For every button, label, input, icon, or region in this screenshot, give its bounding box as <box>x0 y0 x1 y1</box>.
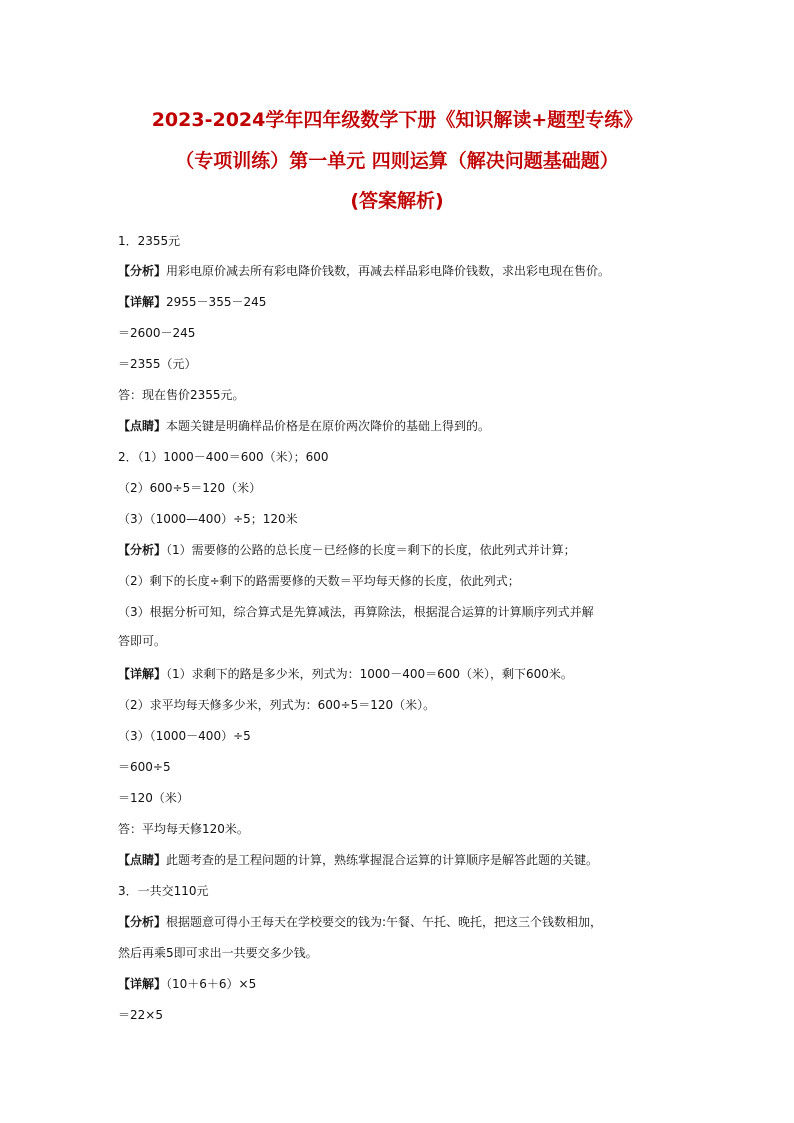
q1-reply: 答：现在售价2355元。 <box>118 388 245 402</box>
title-line-3: (答案解析) <box>350 190 444 212</box>
q2-answer-3: （3）（1000—400）÷5；120米 <box>118 512 298 526</box>
q2-reply: 答：平均每天修120米。 <box>118 822 249 836</box>
q2-step-1: ＝600÷5 <box>118 760 171 774</box>
q1-step-2: ＝2355（元） <box>118 357 197 371</box>
q3-analysis-2: 然后再乘5即可求出一共要交多少钱。 <box>118 946 318 960</box>
q1-comment-text: 本题关键是明确样品价格是在原价两次降价的基础上得到的。 <box>166 419 491 433</box>
comment-tag: 【点睛】 <box>118 853 167 867</box>
title-line-1: 2023-2024学年四年级数学下册《知识解读+题型专练》 <box>151 109 643 131</box>
q1-answer: 1．2355元 <box>118 234 181 248</box>
q1-detail-text: 2955－355－245 <box>166 295 267 309</box>
analysis-tag: 【分析】 <box>118 915 167 929</box>
comment-tag: 【点睛】 <box>118 419 167 433</box>
q2-detail-1-text: （1）求剩下的路是多少米，列式为：1000－400＝600（米），剩下600米。 <box>166 667 573 681</box>
analysis-tag: 【分析】 <box>118 264 167 278</box>
q3-answer: 3．一共交110元 <box>118 884 209 898</box>
q2-step-2: ＝120（米） <box>118 791 189 805</box>
q1-analysis-text: 用彩电原价减去所有彩电降价钱数，再减去样品彩电降价钱数，求出彩电现在售价。 <box>166 264 611 278</box>
detail-tag: 【详解】 <box>118 977 167 991</box>
analysis-tag: 【分析】 <box>118 543 167 557</box>
q2-analysis-3a: （3）根据分析可知，综合算式是先算减法，再算除法，根据混合运算的计算顺序列式并解 <box>118 605 594 619</box>
q1-comment <box>118 417 698 435</box>
q2-detail-1 <box>118 665 698 683</box>
q3-step-1: ＝22×5 <box>118 1008 163 1022</box>
q2-comment <box>118 851 698 869</box>
q3-analysis-1 <box>118 913 698 931</box>
q2-answer-1: 2．（1）1000－400＝600（米）；600 <box>118 450 329 464</box>
q2-detail-3: （3）（1000－400）÷5 <box>118 729 251 743</box>
q2-analysis-3b: 答即可。 <box>118 634 167 648</box>
q2-analysis-2: （2）剩下的长度÷剩下的路需要修的天数＝平均每天修的长度，依此列式； <box>118 574 520 588</box>
q2-analysis-1 <box>118 541 698 559</box>
q1-step-1: ＝2600－245 <box>118 326 196 340</box>
q2-answer-2: （2）600÷5＝120（米） <box>118 481 262 495</box>
q1-analysis <box>118 262 698 280</box>
detail-tag: 【详解】 <box>118 667 167 681</box>
q3-analysis-1-text: 根据题意可得小王每天在学校要交的钱为:午餐、午托、晚托，把这三个钱数相加， <box>166 915 603 929</box>
title-line-2: （专项训练）第一单元 四则运算（解决问题基础题） <box>175 150 619 172</box>
q2-analysis-1-text: （1）需要修的公路的总长度－已经修的长度＝剩下的长度，依此列式并计算； <box>166 543 576 557</box>
q3-detail-text: （10＋6＋6）×5 <box>166 977 257 991</box>
detail-tag: 【详解】 <box>118 295 167 309</box>
q2-comment-text: 此题考查的是工程问题的计算，熟练掌握混合运算的计算顺序是解答此题的关键。 <box>166 853 599 867</box>
q1-detail <box>118 293 698 311</box>
q3-detail <box>118 975 698 993</box>
q2-detail-2: （2）求平均每天修多少米，列式为：600÷5＝120（米）。 <box>118 698 436 712</box>
